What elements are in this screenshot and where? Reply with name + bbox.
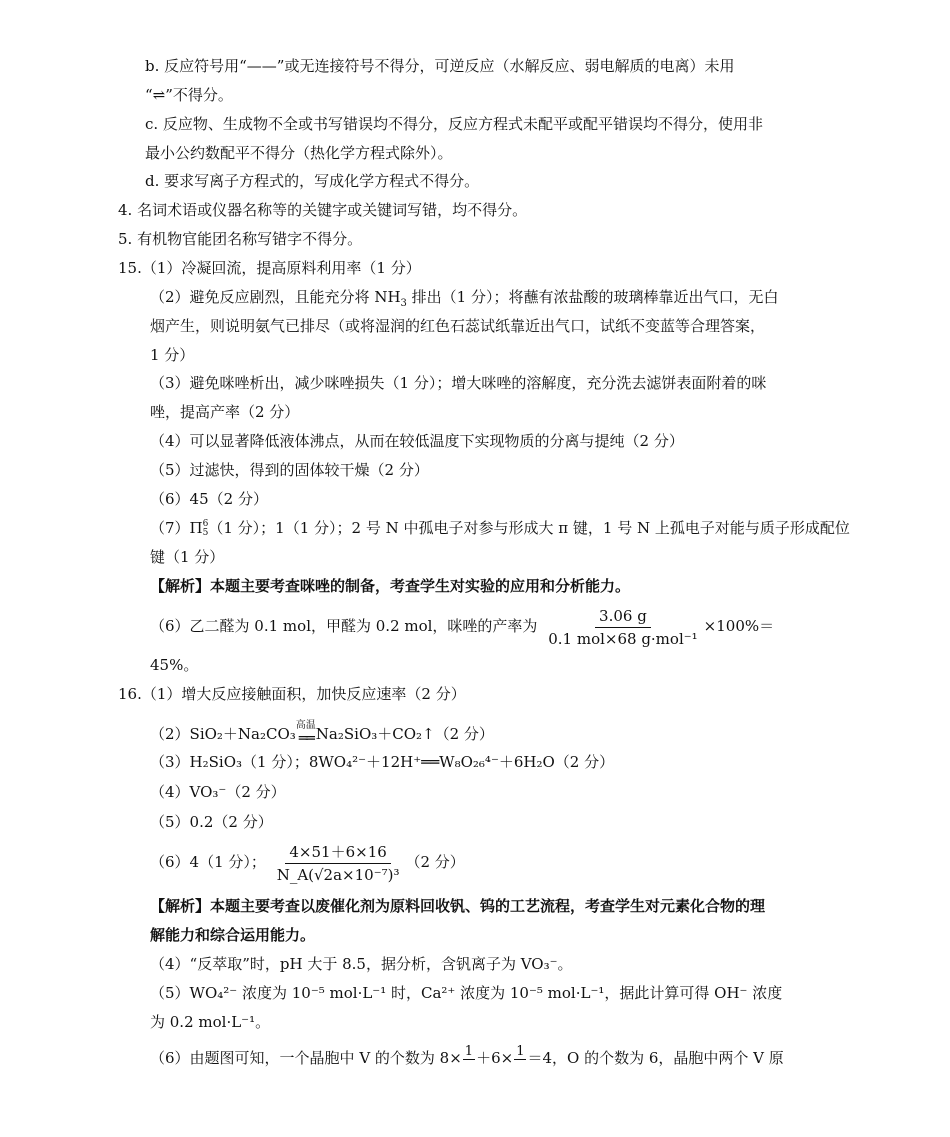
q15-part7-line1 — [150, 518, 850, 538]
q16-part1: 16.（1）增大反应接触面积，加快反应速率（2 分） — [118, 685, 466, 703]
one-half — [514, 1045, 526, 1074]
rule-c-line1: c. 反应物、生成物不全或书写错误均不得分，反应方程式未配平或配平错误均不得分，使用非 — [145, 115, 763, 133]
rule-5-line: 5. 有机物官能团名称写错字不得分。 — [118, 230, 363, 248]
rule-b-line2: “⇌”不得分。 — [145, 86, 233, 104]
q15-part2-line3: 1 分） — [150, 346, 195, 364]
q16-part4: （4）VO₃⁻（2 分） — [150, 783, 286, 801]
q15-calculation — [150, 606, 774, 648]
q15-part3-line2: 唑，提高产率（2 分） — [150, 403, 300, 421]
q15-part7-pre: （7）Π — [150, 519, 203, 537]
fraction-denominator: 0.1 mol×68 g·mol⁻¹ — [548, 629, 698, 648]
one-eighth — [463, 1045, 475, 1074]
q15-part2-a: （2）避免反应剧烈，且能充分将 NH — [150, 288, 401, 306]
equation-right: Na₂SiO₃＋CO₂↑（2 分） — [315, 725, 494, 743]
q16-explain6 — [150, 1040, 784, 1076]
q16-part3: （3）H₂SiO₃（1 分）；8WO₄²⁻＋12H⁺══W₈O₂₆⁴⁻＋6H₂O（2 分） — [150, 753, 615, 771]
fraction-numerator: 3.06 g — [595, 607, 651, 628]
calc-prefix: （6）乙二醛为 0.1 mol，甲醛为 0.2 mol，咪唑的产率为 — [150, 617, 538, 635]
condition-label: 高温 — [295, 720, 316, 731]
density-fraction — [273, 843, 404, 884]
calc-suffix: ×100%＝ — [703, 617, 775, 635]
part6-prefix: （6）4（1 分）； — [150, 853, 266, 871]
rule-c-line2: 最小公约数配平不得分（热化学方程式除外）。 — [145, 144, 453, 162]
analysis-text: 本题主要考查咪唑的制备，考查学生对实验的应用和分析能力。 — [210, 577, 631, 595]
equation-left: （2）SiO₂＋Na₂CO₃ — [150, 725, 296, 743]
q15-calc-result: 45%。 — [150, 656, 199, 674]
q15-part7-post: （1 分）；1（1 分）；2 号 N 中孤电子对参与形成大 π 键，1 号 N 上孤电子对能与质子形成配位 — [208, 519, 850, 537]
q15-analysis — [150, 576, 630, 596]
q15-part4: （4）可以显著降低液体沸点，从而在较低温度下实现物质的分离与提纯（2 分） — [150, 432, 684, 450]
q15-part2-line1 — [150, 287, 779, 307]
explain6-suffix: ＝4，O 的个数为 6，晶胞中两个 V 原 — [527, 1049, 784, 1067]
subscript-3: 3 — [400, 298, 407, 309]
rule-b-line1: b. 反应符号用“——”或无连接符号不得分，可逆反应（水解反应、弱电解质的电离）未用 — [145, 57, 735, 75]
analysis-tag: 【解析】 — [150, 577, 211, 595]
analysis-tag: 【解析】 — [150, 897, 211, 915]
q15-part5: （5）过滤快，得到的固体较干燥（2 分） — [150, 461, 429, 479]
fraction-numerator: 4×51＋6×16 — [285, 843, 390, 864]
rule-d-line: d. 要求写离子方程式的，写成化学方程式不得分。 — [145, 172, 480, 190]
q16-part6 — [150, 840, 465, 884]
fraction-numerator: 1 — [464, 1043, 474, 1059]
q16-analysis-line1 — [150, 896, 765, 916]
fraction-denominator: N_A(√2a×10⁻⁷)³ — [276, 865, 400, 884]
yield-fraction — [544, 607, 701, 648]
q16-part2 — [150, 720, 494, 747]
rule-4-line: 4. 名词术语或仪器名称等的关键字或关键词写错，均不得分。 — [118, 201, 528, 219]
explain6-prefix: （6）由题图可知，一个晶胞中 V 的个数为 8× — [150, 1049, 462, 1067]
q16-analysis-line2: 解能力和综合运用能力。 — [150, 926, 316, 944]
fraction-denominator — [467, 1060, 471, 1074]
analysis-text: 本题主要考查以废催化剂为原料回收钒、钨的工艺流程，考查学生对元素化合物的理 — [210, 897, 766, 915]
explain6-mid: ＋6× — [476, 1049, 514, 1067]
q15-part2-line2: 烟产生，则说明氨气已排尽（或将湿润的红色石蕊试纸靠近出气口，试纸不变蓝等合理答案， — [150, 317, 766, 335]
q15-part2-b: 排出（1 分）；将蘸有浓盐酸的玻璃棒靠近出气口，无白 — [406, 288, 779, 306]
part6-suffix: （2 分） — [405, 853, 465, 871]
q16-explain5-line2: 为 0.2 mol·L⁻¹。 — [150, 1013, 271, 1031]
q15-part6: （6）45（2 分） — [150, 490, 268, 508]
q15-part7-line2: 键（1 分） — [150, 548, 225, 566]
fraction-denominator — [518, 1060, 522, 1074]
q16-explain4: （4）“反萃取”时，pH 大于 8.5，据分析，含钒离子为 VO₃⁻。 — [150, 955, 573, 973]
pi-notation: 6 5 — [202, 519, 209, 538]
q16-part5: （5）0.2（2 分） — [150, 813, 273, 831]
q15-part3-line1: （3）避免咪唑析出，减少咪唑损失（1 分）；增大咪唑的溶解度，充分洗去滤饼表面附着的咪 — [150, 374, 767, 392]
q16-explain5-line1: （5）WO₄²⁻ 浓度为 10⁻⁵ mol·L⁻¹ 时，Ca²⁺ 浓度为 10⁻⁵ mol·L⁻¹，据此计算可得 OH⁻ 浓度 — [150, 984, 783, 1002]
reaction-condition — [295, 720, 316, 747]
fraction-numerator: 1 — [516, 1043, 525, 1059]
equals-bar: ══ — [298, 729, 313, 747]
q15-part1: 15.（1）冷凝回流，提高原料利用率（1 分） — [118, 259, 421, 277]
